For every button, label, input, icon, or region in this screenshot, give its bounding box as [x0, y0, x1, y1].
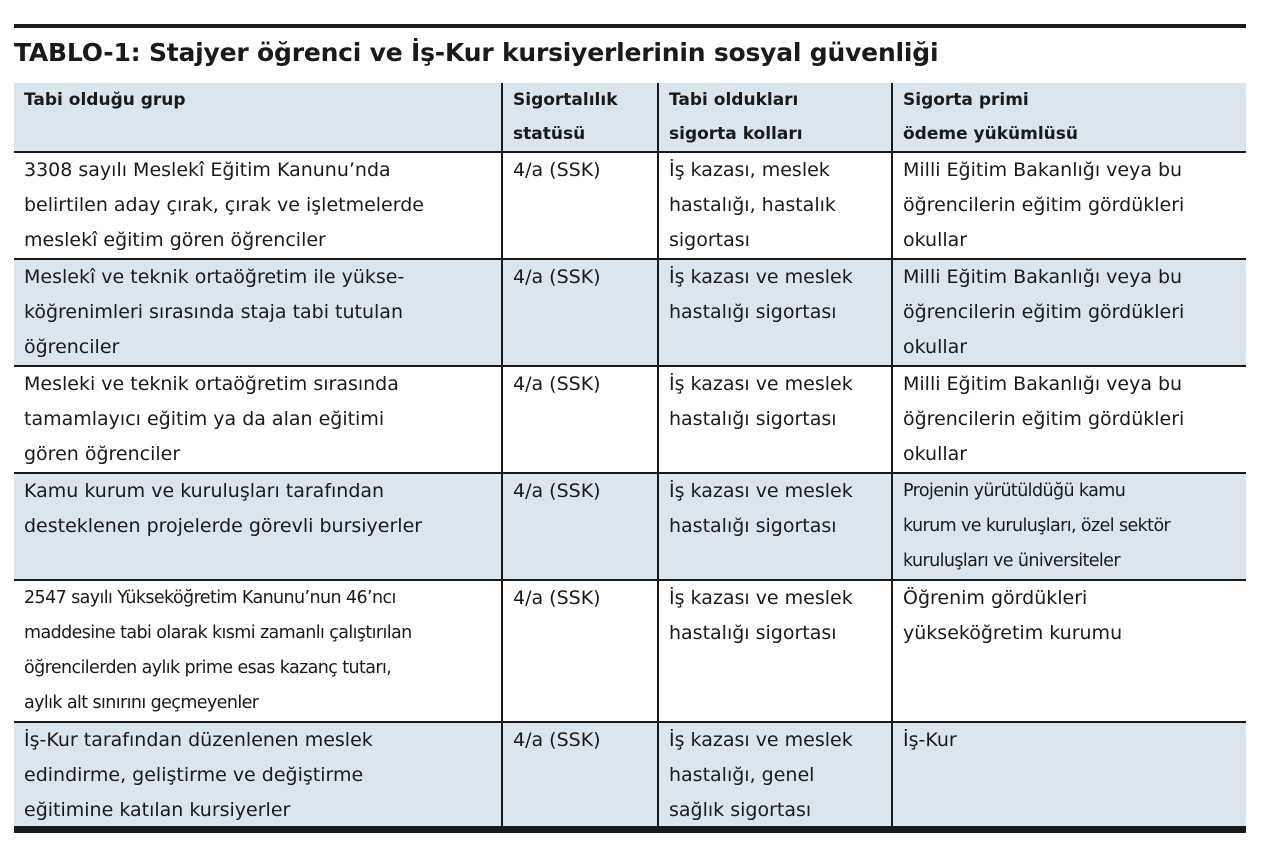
table-header-row [14, 83, 1246, 152]
cell-payer: Projenin yürütüldüğü kamu kurum ve kuruluşları, özel sektör kuruluşları ve üniversiteler [892, 473, 1246, 580]
table-row [14, 722, 1246, 830]
cell-payer: Öğrenim gördükleri yükseköğretim kurumu [892, 580, 1246, 722]
cell-payer: Milli Eğitim Bakanlığı veya bu öğrencilerin eğitim gördükleri okullar [892, 259, 1246, 366]
header-group: Tabi olduğu grup [14, 83, 502, 152]
cell-branches: İş kazası ve meslek hastalığı, genel sağlık sigortası [658, 722, 892, 830]
cell-group: İş-Kur tarafından düzenlenen meslek edindirme, geliştirme ve değiştirme eğitimine katılan kursiyerler [14, 722, 502, 830]
cell-status: 4/a (SSK) [502, 366, 658, 473]
cell-branches: İş kazası, meslek hastalığı, hastalık sigortası [658, 152, 892, 259]
top-rule [14, 24, 1246, 28]
cell-payer: Milli Eğitim Bakanlığı veya bu öğrencilerin eğitim gördükleri okullar [892, 152, 1246, 259]
cell-status: 4/a (SSK) [502, 580, 658, 722]
cell-group: 3308 sayılı Meslekî Eğitim Kanunu’nda belirtilen aday çırak, çırak ve işletmelerde meslekî eğitim gören öğrenciler [14, 152, 502, 259]
header-payer: Sigorta primi ödeme yükümlüsü [892, 83, 1246, 152]
cell-branches: İş kazası ve meslek hastalığı sigortası [658, 580, 892, 722]
header-status: Sigortalılık statüsü [502, 83, 658, 152]
table-row [14, 473, 1246, 580]
cell-payer: İş-Kur [892, 722, 1246, 830]
cell-payer: Milli Eğitim Bakanlığı veya bu öğrencilerin eğitim gördükleri okullar [892, 366, 1246, 473]
table-row [14, 259, 1246, 366]
cell-status: 4/a (SSK) [502, 473, 658, 580]
bottom-rule [14, 826, 1246, 833]
cell-status: 4/a (SSK) [502, 152, 658, 259]
header-branches: Tabi oldukları sigorta kolları [658, 83, 892, 152]
cell-group: Meslekî ve teknik ortaöğretim ile yükse- köğrenimleri sırasında staja tabi tutulan öğrenciler [14, 259, 502, 366]
insurance-table [14, 83, 1246, 830]
cell-group: 2547 sayılı Yükseköğretim Kanunu’nun 46’ncı maddesine tabi olarak kısmi zamanlı çalıştırılan öğrencilerden aylık prime esas kazanç tutarı, aylık alt sınırını geçmeyenler [14, 580, 502, 722]
table-title: TABLO-1: Stajyer öğrenci ve İş-Kur kursiyerlerinin sosyal güvenliği [14, 38, 939, 67]
cell-branches: İş kazası ve meslek hastalığı sigortası [658, 473, 892, 580]
cell-group: Kamu kurum ve kuruluşları tarafından desteklenen projelerde görevli bursiyerler [14, 473, 502, 580]
cell-branches: İş kazası ve meslek hastalığı sigortası [658, 259, 892, 366]
cell-branches: İş kazası ve meslek hastalığı sigortası [658, 366, 892, 473]
cell-status: 4/a (SSK) [502, 259, 658, 366]
cell-status: 4/a (SSK) [502, 722, 658, 830]
cell-group: Mesleki ve teknik ortaöğretim sırasında tamamlayıcı eğitim ya da alan eğitimi gören öğrenciler [14, 366, 502, 473]
table-row [14, 152, 1246, 259]
table-row [14, 366, 1246, 473]
table-row [14, 580, 1246, 722]
